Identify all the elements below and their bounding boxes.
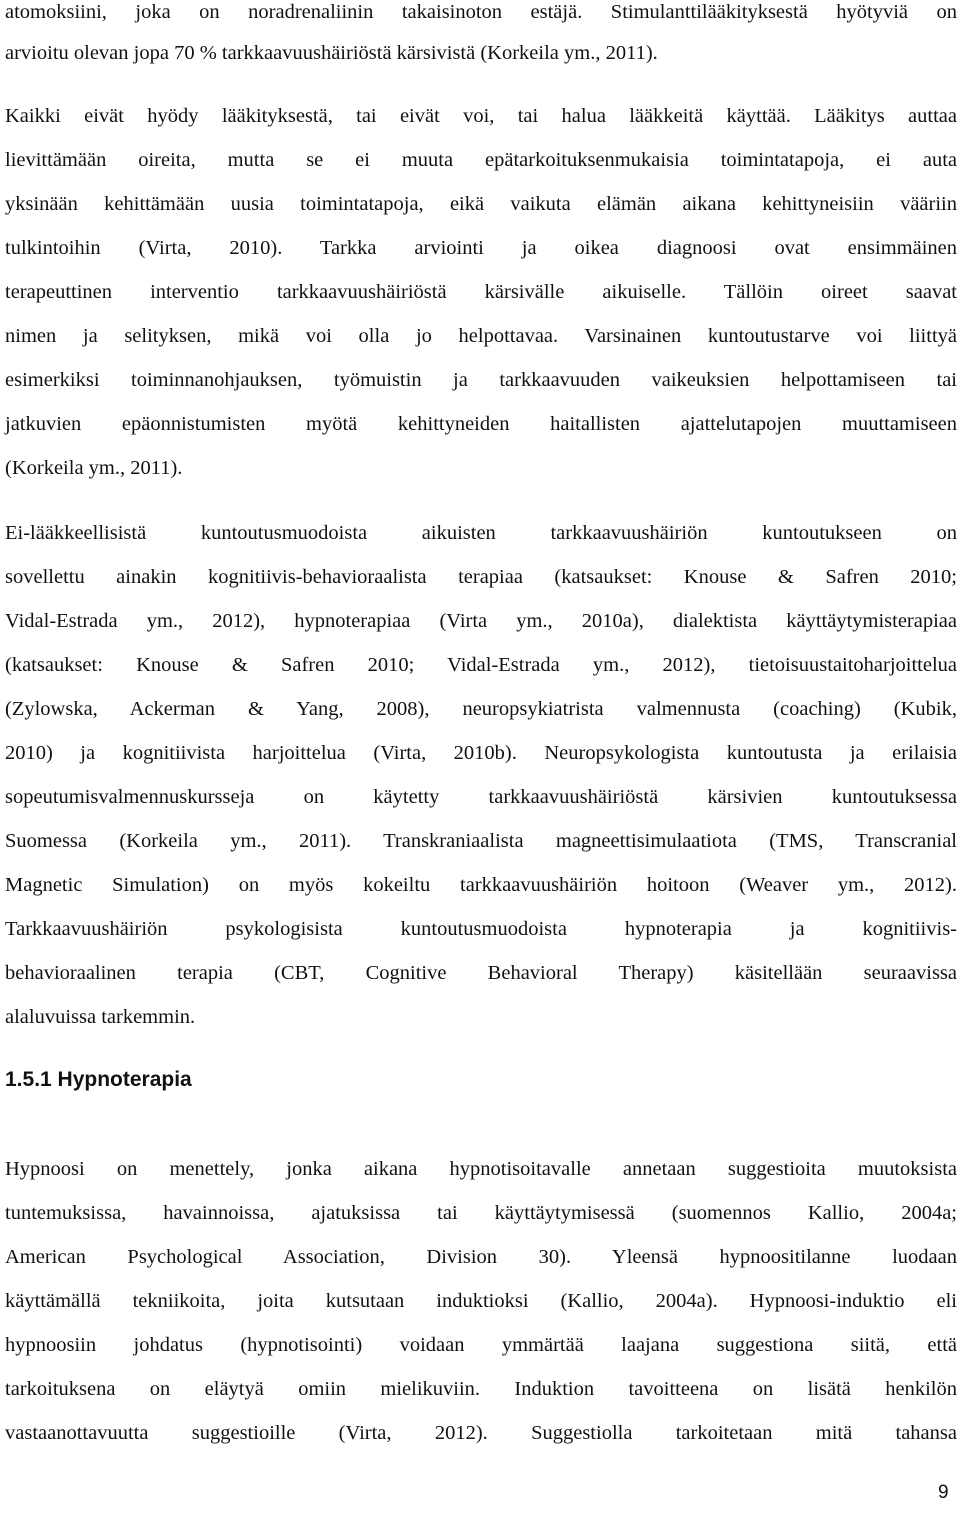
section-heading: 1.5.1 Hypnoterapia (5, 1068, 192, 1091)
text-line: tarkoituksena on eläytyä omiin mielikuviin. Induktion tavoitteena on lisätä henkilön (5, 1378, 957, 1400)
text-line: hypnoosiin johdatus (hypnotisointi) voidaan ymmärtää laajana suggestiona siitä, että (5, 1334, 957, 1356)
text-line: 2010) ja kognitiivista harjoittelua (Virta, 2010b). Neuropsykologista kuntoutusta ja erilaisia (5, 742, 957, 764)
text-line: Kaikki eivät hyödy lääkityksestä, tai eivät voi, tai halua lääkkeitä käyttää. Lääkitys auttaa (5, 105, 957, 127)
text-line: Hypnoosi on menettely, jonka aikana hypnotisoitavalle annetaan suggestioita muutoksista (5, 1158, 957, 1180)
text-line: vastaanottavuutta suggestioille (Virta, 2012). Suggestiolla tarkoitetaan mitä tahansa (5, 1422, 957, 1444)
text-line: sopeutumisvalmennuskursseja on käytetty tarkkaavuushäiriöstä kärsivien kuntoutuksessa (5, 786, 957, 808)
text-line: jatkuvien epäonnistumisten myötä kehittyneiden haitallisten ajattelutapojen muuttamiseen (5, 413, 957, 435)
text-line: American Psychological Association, Division 30). Yleensä hypnoositilanne luodaan (5, 1246, 957, 1268)
text-line: käyttämällä tekniikoita, joita kutsutaan induktioksi (Kallio, 2004a). Hypnoosi-induktio eli (5, 1290, 957, 1312)
text-line: Vidal-Estrada ym., 2012), hypnoterapiaa (Virta ym., 2010a), dialektista käyttäytymisterapiaa (5, 610, 957, 632)
text-line: yksinään kehittämään uusia toimintatapoja, eikä vaikuta elämän aikana kehittyneisiin vääriin (5, 193, 957, 215)
text-line: (Korkeila ym., 2011). (5, 457, 183, 479)
text-line: lievittämään oireita, mutta se ei muuta epätarkoituksenmukaisia toimintatapoja, ei auta (5, 149, 957, 171)
text-line: Tarkkaavuushäiriön psykologisista kuntoutusmuodoista hypnoterapia ja kognitiivis- (5, 918, 957, 940)
text-line: tulkintoihin (Virta, 2010). Tarkka arviointi ja oikea diagnoosi ovat ensimmäinen (5, 237, 957, 259)
page-number: 9 (938, 1482, 949, 1503)
text-line: behavioraalinen terapia (CBT, Cognitive Behavioral Therapy) käsitellään seuraavissa (5, 962, 957, 984)
text-line: esimerkiksi toiminnanohjauksen, työmuistin ja tarkkaavuuden vaikeuksien helpottamiseen tai (5, 369, 957, 391)
text-line: (katsaukset: Knouse & Safren 2010; Vidal-Estrada ym., 2012), tietoisuustaitoharjoittelua (5, 654, 957, 676)
text-line: nimen ja selityksen, mikä voi olla jo helpottavaa. Varsinainen kuntoutustarve voi liittyä (5, 325, 957, 347)
text-line: arvioitu olevan jopa 70 % tarkkaavuushäiriöstä kärsivistä (Korkeila ym., 2011). (5, 42, 658, 64)
text-line: Ei-lääkkeellisistä kuntoutusmuodoista aikuisten tarkkaavuushäiriön kuntoutukseen on (5, 522, 957, 544)
text-line: (Zylowska, Ackerman & Yang, 2008), neuropsykiatrista valmennusta (coaching) (Kubik, (5, 698, 957, 720)
text-line: atomoksiini, joka on noradrenaliinin takaisinoton estäjä. Stimulanttilääkityksestä hyötyviä on (5, 1, 957, 23)
text-line: Magnetic Simulation) on myös kokeiltu tarkkaavuushäiriön hoitoon (Weaver ym., 2012). (5, 874, 957, 896)
text-line: Suomessa (Korkeila ym., 2011). Transkraniaalista magneettisimulaatiota (TMS, Transcranial (5, 830, 957, 852)
text-line: terapeuttinen interventio tarkkaavuushäiriöstä kärsivälle aikuiselle. Tällöin oireet saavat (5, 281, 957, 303)
text-line: tuntemuksissa, havainnoissa, ajatuksissa tai käyttäytymisessä (suomennos Kallio, 2004a; (5, 1202, 957, 1224)
text-line: sovellettu ainakin kognitiivis-behavioraalista terapiaa (katsaukset: Knouse & Safren 2010; (5, 566, 957, 588)
text-line: alaluvuissa tarkemmin. (5, 1006, 196, 1028)
